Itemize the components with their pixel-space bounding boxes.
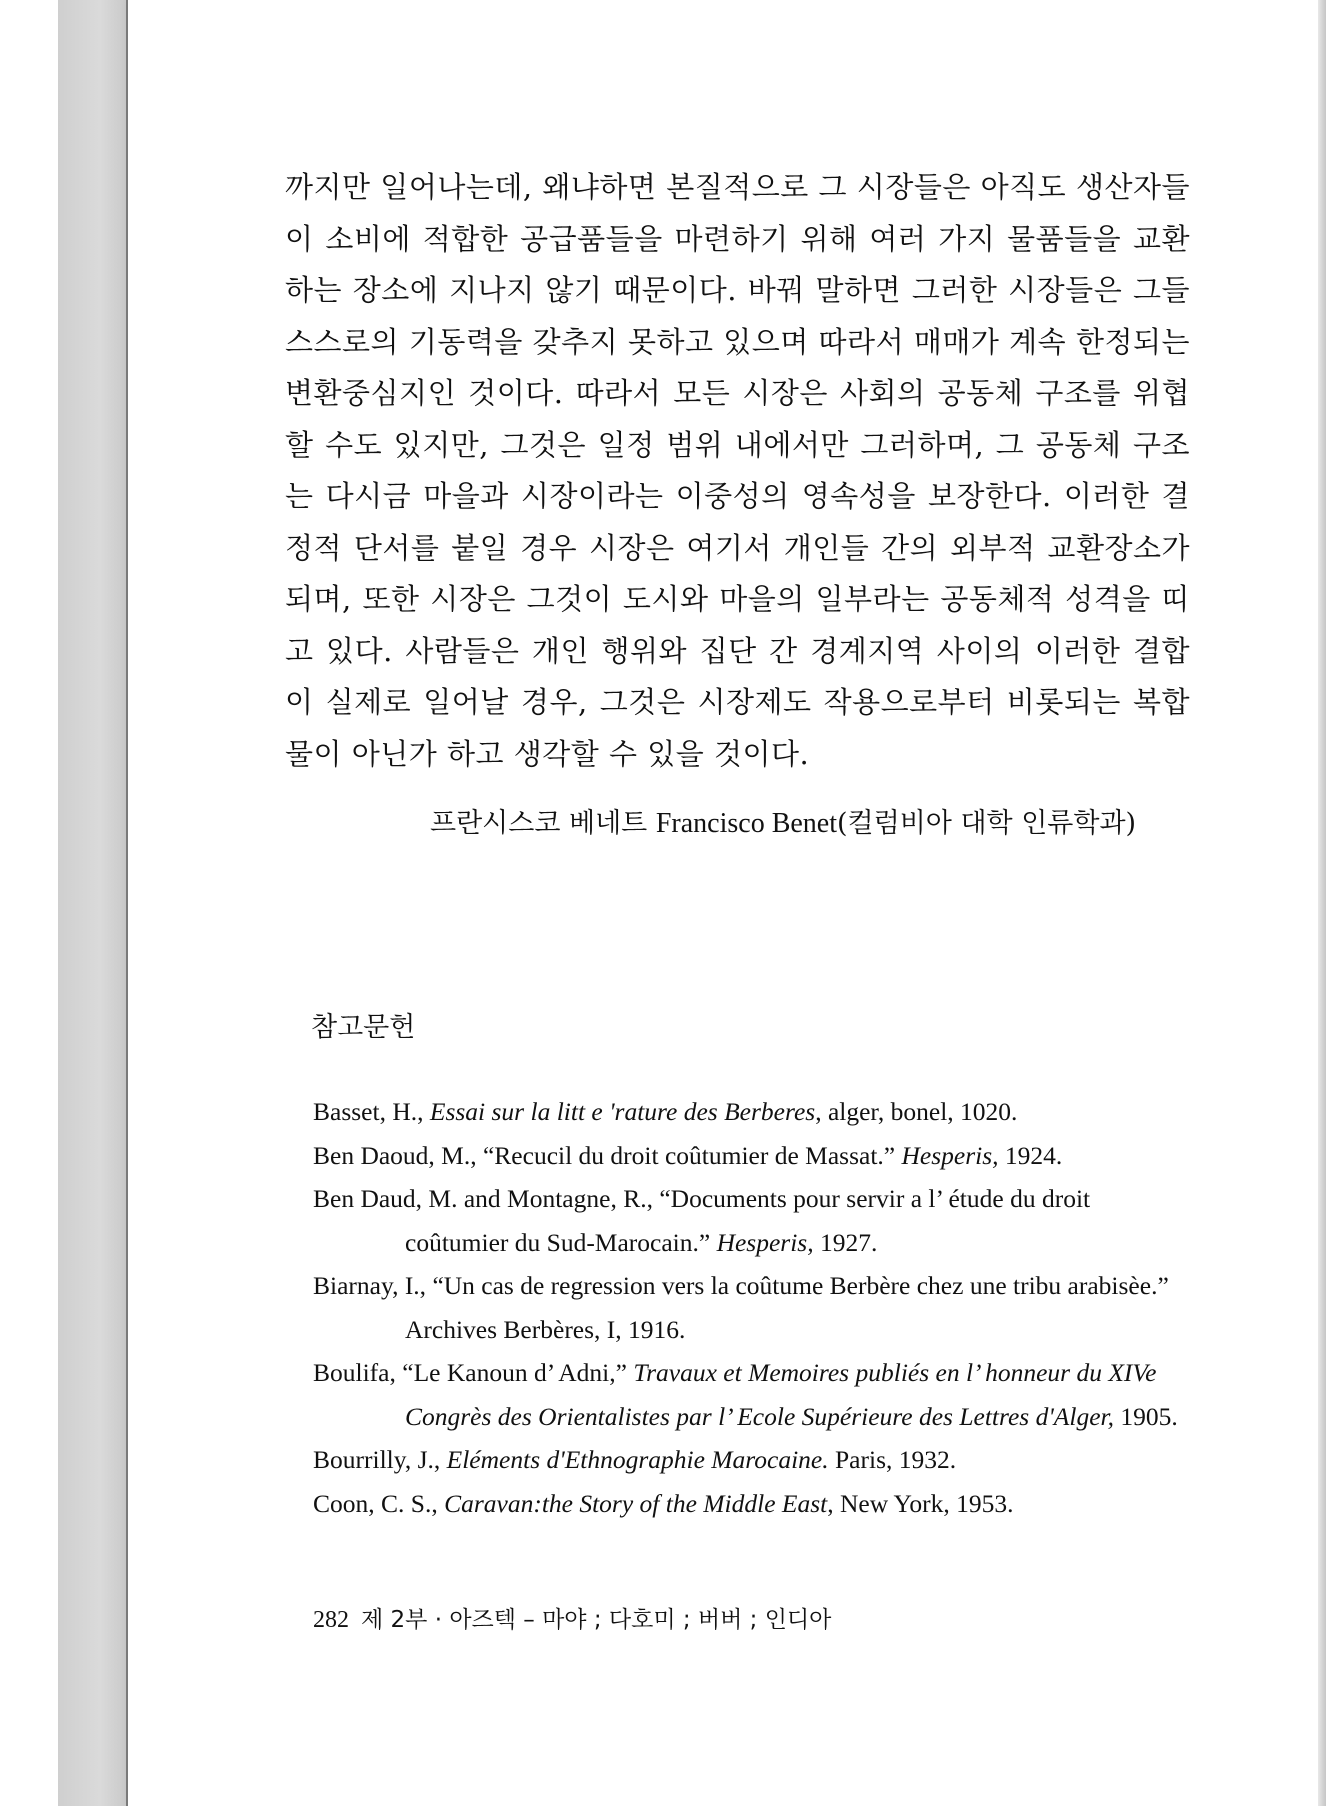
author-affiliation: (컬럼비아 대학 인류학과) [837,808,1137,839]
author-name-latin: Francisco Benet [655,808,838,839]
reference-item: Ben Daoud, M., “Recucil du droit coûtumier de Massat.” Hesperis, 1924. [313,1140,1063,1170]
author-attribution [430,801,1210,840]
reference-item: Ben Daud, M. and Montagne, R., “Documents pour servir a l’ étude du droit coûtumier du Sud-Marocain.” Hesperis, 1927. [313,1184,1091,1257]
reference-item: Bourrilly, J., Eléments d'Ethnographie Marocaine. Paris, 1932. [313,1445,957,1474]
section-title: 제 2부 · 아즈텍 – 마야 ; 다호미 ; 버버 ; 인디아 [361,1607,832,1633]
author-name-korean: 프란시스코 베네트 [430,808,648,839]
page-footer [313,1601,831,1634]
page-right-edge [1318,0,1326,1806]
reference-item: Biarnay, I., “Un cas de regression vers la coûtume Berbère chez une tribu arabisèe.” Archives Berbères, I, 1916. [313,1271,1169,1344]
references-list [313,1090,1193,1525]
reference-item: Boulifa, “Le Kanoun d’ Adni,” Travaux et Memoires publiés en l’ honneur du XIVe Congrès des Orientalistes par l’ Ecole Supérieure des Lettres d'Alger, 1905. [313,1358,1178,1431]
reference-item: Coon, C. S., Caravan:the Story of the Middle East, New York, 1953. [313,1488,1014,1518]
body-paragraph: 까지만 일어나는데, 왜냐하면 본질적으로 그 시장들은 아직도 생산자들이 소비에 적합한 공급품들을 마련하기 위해 여러 가지 물품들을 교환하는 장소에 지나지 않기 때문이다. 바꿔 말하면 그러한 시장들은 그들 스스로의 기동력을 갖추지 못하고 있으며 따라서 매매가 계속 한정되는 변환중심지인 것이다. 따라서 모든 시장은 사회의 공동체 구조를 위협할 수도 있지만, 그것은 일정 범위 내에서만 그러하며, 그 공동체 구조는 다시금 마을과 시장이라는 이중성의 영속성을 보장한다. 이러한 결정적 단서를 붙일 경우 시장은 여기서 개인들 간의 외부적 교환장소가 되며, 또한 시장은 그것이 도시와 마을의 일부라는 공동체적 성격을 띠고 있다. 사람들은 개인 행위와 집단 간 경계지역 사이의 이러한 결합이 실제로 일어날 경우, 그것은 시장제도 작용으로부터 비롯되는 복합물이 아닌가 하고 생각할 수 있을 것이다. [285,170,1190,771]
book-spine [58,0,128,1806]
reference-item: Basset, H., Essai sur la litt e 'rature des Berberes, alger, bonel, 1020. [313,1097,1018,1126]
references-heading: 참고문헌 [311,1012,416,1043]
page-number: 282 [313,1607,349,1633]
